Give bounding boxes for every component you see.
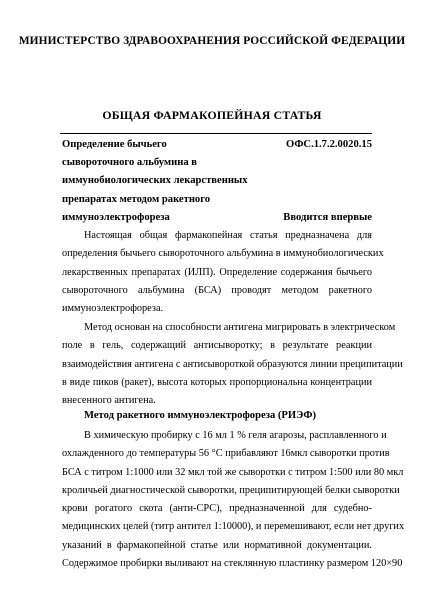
section-heading: Метод ракетного иммуноэлектрофореза (РИЭФ) [84,410,316,421]
paragraph-line: иммуноэлектрофореза. [62,303,164,315]
subject-line: Определение бычьего [62,139,167,150]
paragraph-line: указаний в фармакопейной статье или нормативной документации. [62,539,372,551]
paragraph-line: кроличьей диагностической сыворотки, преципитирующей белки сыворотки [62,484,400,496]
subject-line: иммунобиологических лекарственных [62,175,248,187]
paragraph-line: определения бычьего сывороточного альбумина в иммунобиологических [62,248,384,260]
paragraph-line: поле в гель, содержащий антисыворотку; в результате реакции [62,340,372,352]
ministry-header: МИНИСТЕРСТВО ЗДРАВООХРАНЕНИЯ РОССИЙСКОЙ ФЕДЕРАЦИИ [18,35,406,47]
paragraph-line: лекарственных препаратах (ИЛП). Определение содержания бычьего [62,266,372,278]
paragraph-line: БСА с титром 1:1000 или 32 мкл той же сыворотки с титром 1:500 или 80 мкл [62,466,404,478]
paragraph-line: внесенного антигена. [62,395,156,407]
article-subject [62,136,262,227]
paragraph-line: взаимодействия антигена с антисывороткой образуются линии преципитации [62,358,403,370]
subject-line: сывороточного альбумина в [62,157,197,169]
title-divider [60,133,372,134]
paragraph-principle [62,319,403,410]
paragraph-line: в виде пиков (ракет), высота которых пропорциональна концентрации [62,376,372,388]
subject-line: иммуноэлектрофореза [62,211,170,223]
paragraph-line: крови рогатого скота (анти-СРС), предназначенной для судебно- [62,503,372,515]
paragraph-purpose [62,227,384,318]
article-status: Вводится впервые [283,211,372,223]
paragraph-line: В химическую пробирку с 16 мл 1 % геля агарозы, расплавленного и [84,430,387,441]
paragraph-line: медицинских целей (титр антител 1:10000), и перемешивают, если нет других [62,521,405,533]
paragraph-line: сывороточного альбумина (БСА) проводят методом ракетного [62,284,372,296]
paragraph-line: охлажденного до температуры 56 °С прибавляют 16мкл сыворотки против [62,448,390,460]
paragraph-procedure [62,427,405,573]
article-code: ОФС.1.7.2.0020.15 [285,139,372,150]
subject-line: препаратах методом ракетного [62,193,211,205]
paragraph-line: Метод основан на способности антигена мигрировать в электрическом [84,322,396,333]
paragraph-line: Содержимое пробирки выливают на стеклянную пластинку размером 120×90 [62,558,403,570]
document-title: ОБЩАЯ ФАРМАКОПЕЙНАЯ СТАТЬЯ [102,108,322,122]
paragraph-line: Настоящая общая фармакопейная статья предназначена для [84,230,372,241]
